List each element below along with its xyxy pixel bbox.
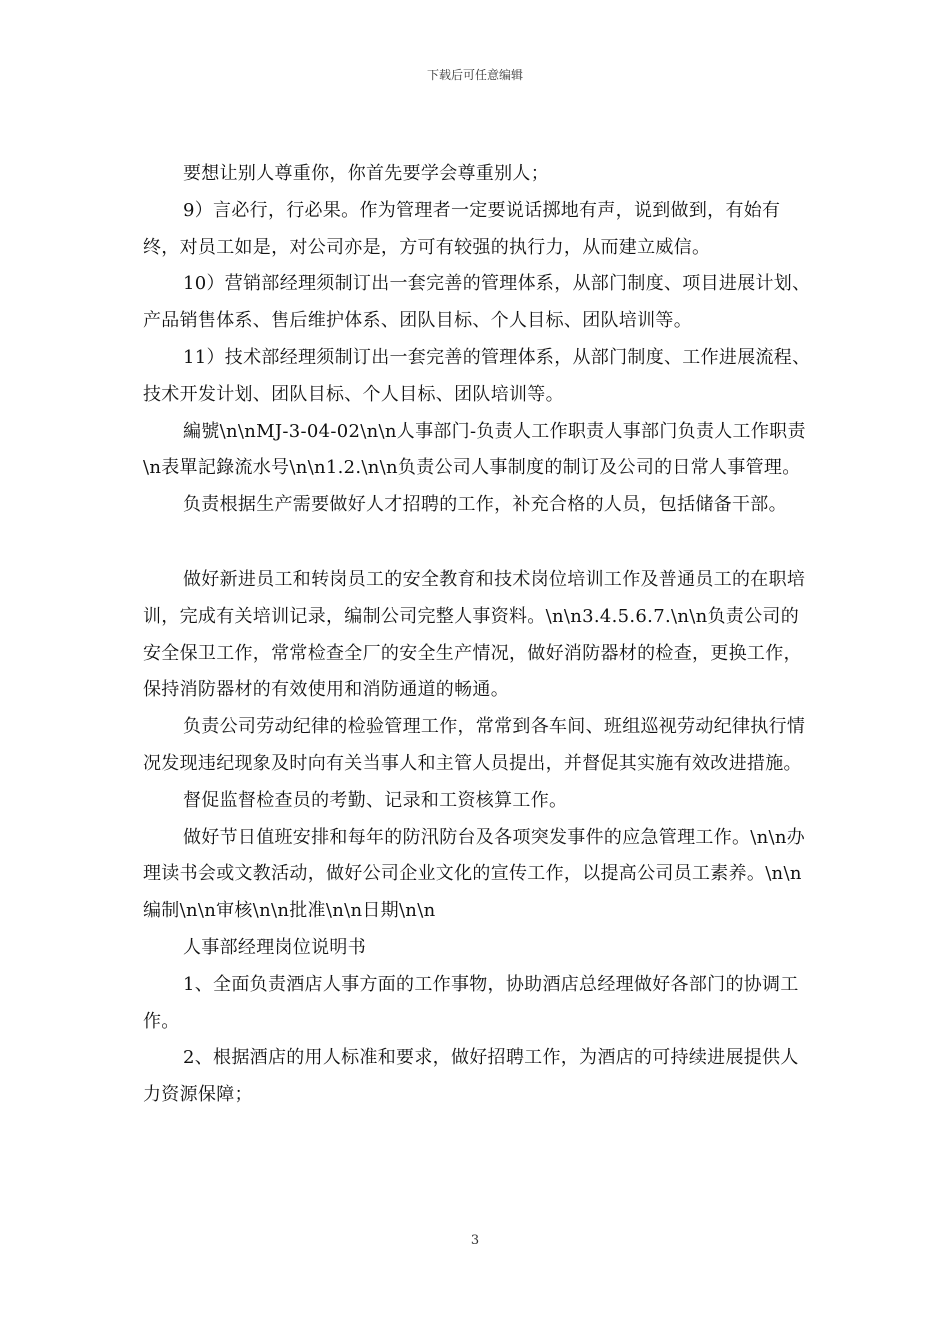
paragraph-attendance: 督促监督检查员的考勤、记录和工资核算工作。 <box>183 789 568 811</box>
paragraph-item-9: 9）言必行，行必果。作为管理者一定要说话掷地有声，说到做到，有始有终，对员工如是，对公司亦是，方可有较强的执行力，从而建立威信。 <box>143 199 781 258</box>
paragraph-labor-discipline: 负责公司劳动纪律的检验管理工作，常常到各车间、班组巡视劳动纪律执行情况发现违纪现象及时向有关当事人和主管人员提出，并督促其实施有效改进措施。 <box>143 716 806 774</box>
document-body <box>143 156 815 1114</box>
paragraph-item-11: 11）技术部经理须制订出一套完善的管理体系，从部门制度、工作进展流程、技术开发计划、团队目标、个人目标、团队培训等。 <box>143 346 811 405</box>
paragraph-training-safety: 做好新进员工和转岗员工的安全教育和技术岗位培训工作及普通员工的在职培训，完成有关培训记录，编制公司完整人事资料。\n\n3.4.5.6.7.\n\n负责公司的安全保卫工作，常常检查全厂的安全生产情况，做好消防器材的检查，更换工作，保持消防器材的有效使用和消防通道的畅通。 <box>143 568 806 701</box>
paragraph-item-10: 10）营销部经理须制订出一套完善的管理体系，从部门制度、项目进展计划、产品销售体系、售后维护体系、团队目标、个人目标、团队培训等。 <box>143 273 811 332</box>
paragraph-duty-1: 1、全面负责酒店人事方面的工作事物，协助酒店总经理做好各部门的协调工作。 <box>143 973 799 1032</box>
section-heading-hr-manager: 人事部经理岗位说明书 <box>183 936 366 958</box>
page-number: 3 <box>470 1233 480 1248</box>
paragraph-spacer <box>143 524 815 562</box>
paragraph-respect: 要想让别人尊重你，你首先要学会尊重别人； <box>183 163 549 184</box>
page-header-note: 下载后可任意编辑 <box>426 68 523 82</box>
paragraph-recruitment: 负责根据生产需要做好人才招聘的工作，补充合格的人员，包括储备干部。 <box>183 494 787 516</box>
paragraph-duty-2: 2、根据酒店的用人标准和要求，做好招聘工作，为酒店的可持续进展提供人力资源保障； <box>143 1047 799 1106</box>
paragraph-hr-duties-intro: 編號\n\nMJ-3-04-02\n\n人事部门-负责人工作职责人事部门负责人工作职责\n表單記錄流水号\n\n1.2.\n\n负责公司人事制度的制订及公司的日常人事管理。 <box>143 420 806 479</box>
paragraph-holiday-duty: 做好节日值班安排和每年的防汛防台及各项突发事件的应急管理工作。\n\n办理读书会或文教活动，做好公司企业文化的宣传工作，以提高公司员工素养。\n\n编制\n\n审核\n\n批准\n\n日期\n\n <box>143 826 806 922</box>
